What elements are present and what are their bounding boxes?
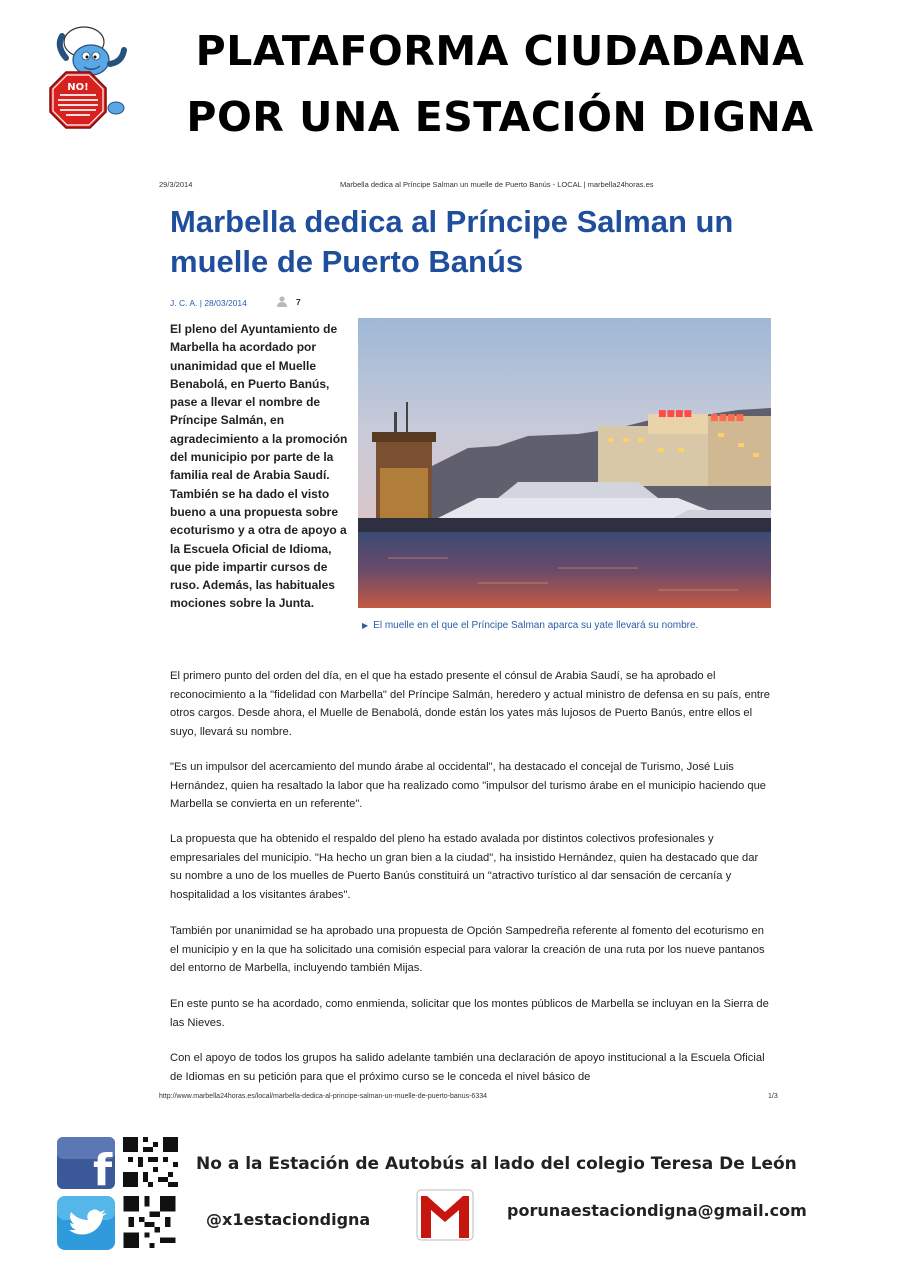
facebook-letter: f <box>93 1145 113 1189</box>
article-photo <box>358 318 771 608</box>
article-lead: El pleno del Ayuntamiento de Marbella ha acordado por unanimidad que el Muelle Benabolá, en Puerto Banús, pase a llevar el nombre de Príncipe Salmán, en agradecimiento a la promoción del municipio por parte de la familia real de Arabia Saudí. También se ha dado el visto bueno a una propuesta sobre ecoturismo y a otra de apoyo a la Escuela Oficial de Idioma, que pide impartir cursos de ruso. Además, las habituales mociones sobre la Junta. <box>170 322 348 611</box>
comment-count[interactable] <box>276 296 301 307</box>
qr-code-twitter <box>123 1196 176 1248</box>
page-title-line-2: POR UNA ESTACIÓN DIGNA <box>186 93 814 141</box>
twitter-handle[interactable]: @x1estaciondigna <box>206 1210 371 1229</box>
svg-text:■■■■: ■■■■ <box>710 413 745 423</box>
print-url: http://www.marbella24horas.es/local/marbella-dedica-al-principe-salman-un-muelle-de-puerto-banus-6334 <box>159 1093 487 1100</box>
page-title <box>170 18 830 150</box>
print-page-title: Marbella dedica al Príncipe Salman un muelle de Puerto Banús - LOCAL | marbella24horas.es <box>340 180 654 189</box>
logo-sign-text: NO! <box>67 82 89 93</box>
article-paragraph: La propuesta que ha obtenido el respaldo del pleno ha estado avalada por distintos colectivos profesionales y empresariales del municipio. "Ha hecho un gran bien a la ciudad", ha insistido Hernández, quien ha destacado que dar su nombre a uno de los muelles de Puerto Banús constituirá un "atractivo turístico al dar sensación de cercanía y hospitalidad a los visitantes árabes". <box>170 833 759 901</box>
svg-text:■■■■: ■■■■ <box>658 409 693 419</box>
contact-email[interactable]: porunaestaciondigna@gmail.com <box>507 1201 807 1220</box>
person-icon <box>276 296 288 307</box>
article-paragraph: En este punto se ha acordado, como enmienda, solicitar que los montes públicos de Marbella se incluyan en la Sierra de las Nieves. <box>170 998 769 1029</box>
banner-slogan: No a la Estación de Autobús al lado del colegio Teresa De León <box>196 1154 797 1174</box>
photo-caption-text: El muelle en el que el Príncipe Salman aparca su yate llevará su nombre. <box>373 620 699 631</box>
article-paragraph: El primero punto del orden del día, en el que ha estado presente el cónsul de Arabia Saudí, se ha aprobado el reconocimiento a la "fidelidad con Marbella" del Príncipe Salmán, heredero y actual ministro de defensa en su país, entre otros cargos. Desde ahora, el Muelle de Benabolá, donde están los yates más lujosos de Puerto Banús, entre ellos el suyo, llevará su nombre. <box>170 670 770 738</box>
photo-caption <box>362 620 698 631</box>
article-paragraph: "Es un impulsor del acercamiento del mundo árabe al occidental", ha destacado el concejal de Turismo, José Luis Hernández, quien ha resaltado la labor que ha realizado como "impulsor del turismo árabe en el municipio haciendo que Marbella se convierta en un referente". <box>170 761 767 810</box>
comment-count-value: 7 <box>296 296 301 307</box>
print-page-number: 1/3 <box>768 1093 778 1100</box>
facebook-icon[interactable] <box>57 1137 115 1189</box>
article-paragraph: Con el apoyo de todos los grupos ha salido adelante también una declaración de apoyo institucional a la Escuela Oficial de Idiomas en su petición para que el próximo curso se le conceda el nivel básico de <box>170 1052 765 1083</box>
gmail-icon[interactable] <box>416 1186 474 1244</box>
article-byline: J. C. A. | 28/03/2014 <box>170 298 247 308</box>
page-title-line-1: PLATAFORMA CIUDADANA <box>195 27 805 75</box>
twitter-icon[interactable] <box>57 1196 115 1250</box>
smurf-stop-logo <box>44 22 134 132</box>
print-date: 29/3/2014 <box>159 180 193 189</box>
caption-arrow-icon: ▶ <box>362 621 369 630</box>
article-title: Marbella dedica al Príncipe Salman un muelle de Puerto Banús <box>170 204 734 279</box>
qr-code-facebook <box>123 1137 178 1187</box>
article-paragraph: También por unanimidad se ha aprobado una propuesta de Opción Sampedreña referente al fomento del ecoturismo en el municipio y en la que ha solicitado una comisión especial para valorar la creación de una ruta por los nueve pantanos del entorno de Marbella, incluyendo también Mijas. <box>170 925 765 974</box>
